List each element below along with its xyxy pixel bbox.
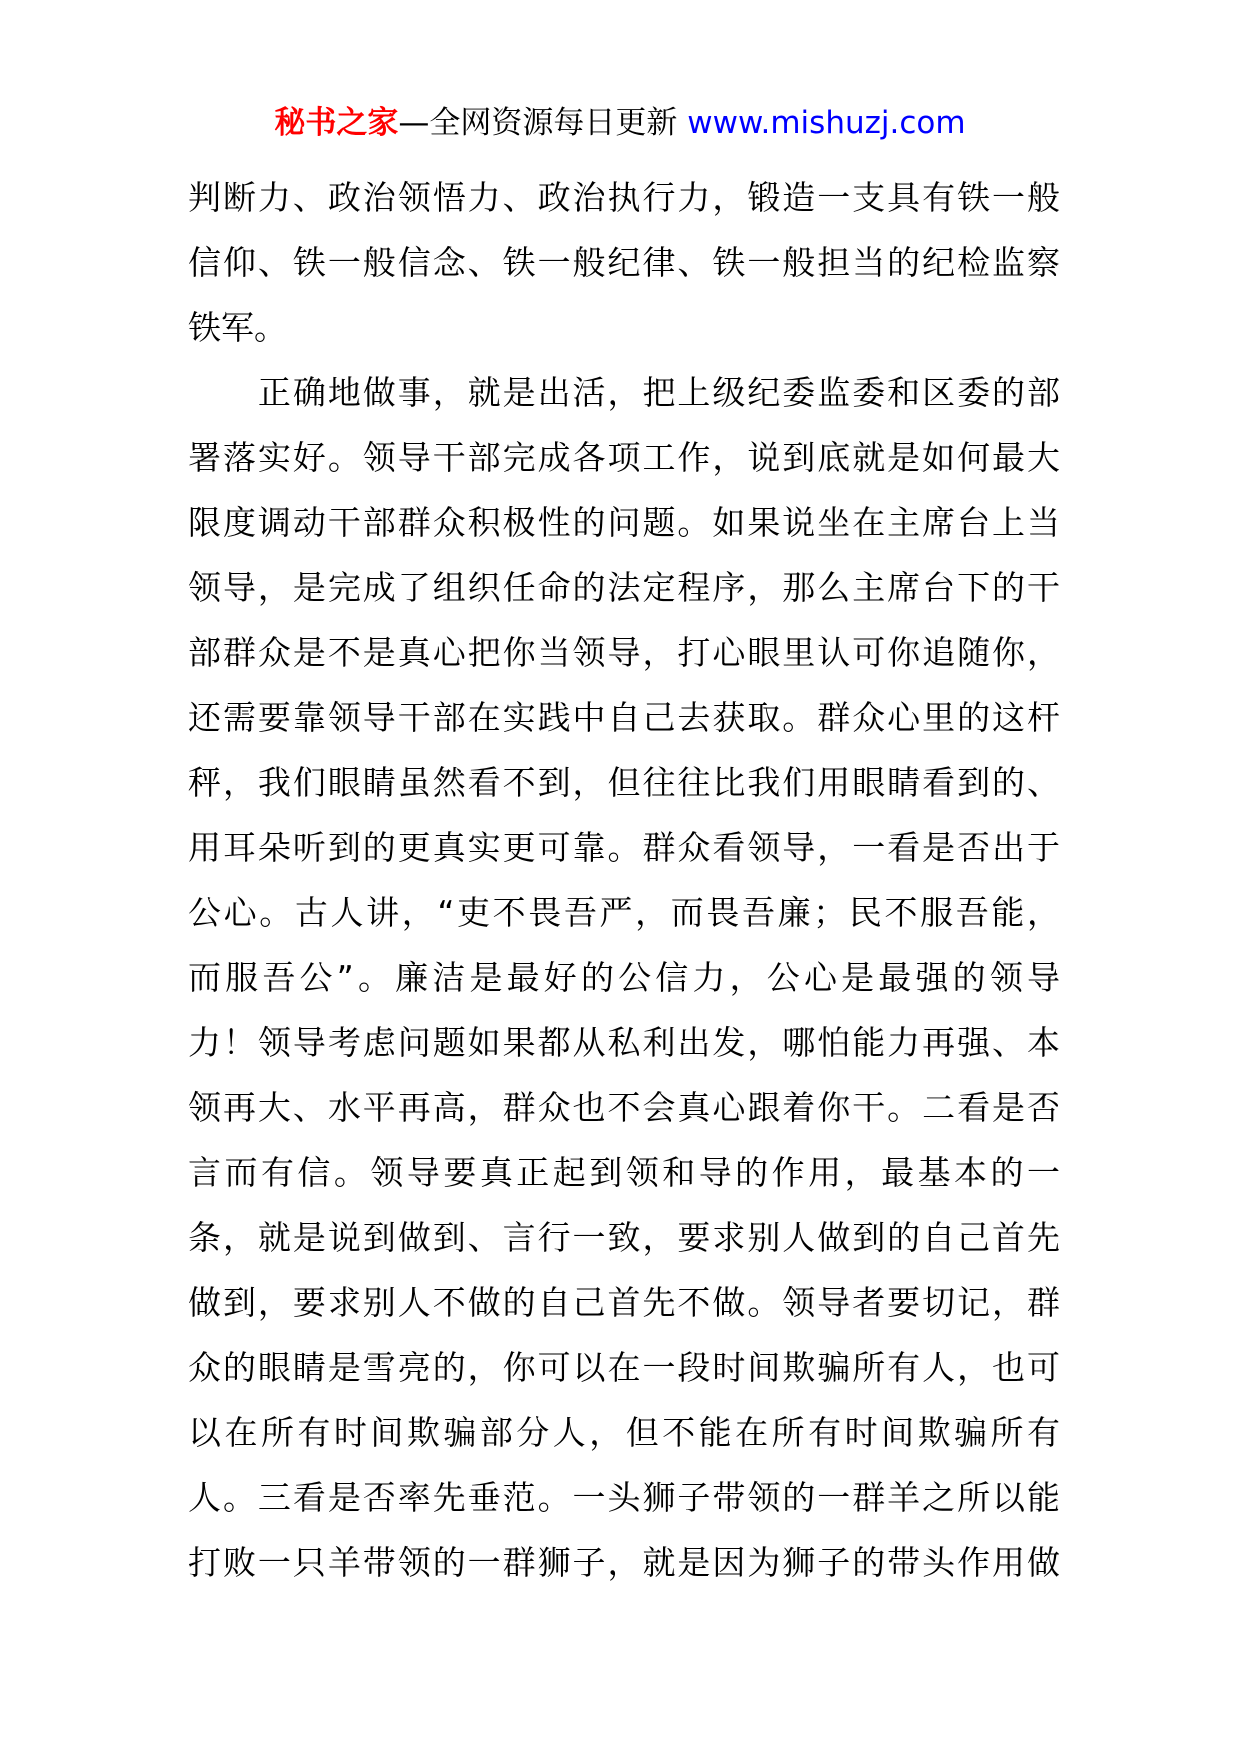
text-line: 用耳朵听到的更真实更可靠。群众看领导，一看是否出于 — [188, 828, 1060, 867]
text-line: 正确地做事，就是出活，把上级纪委监委和区委的部 — [188, 373, 1060, 412]
text-line: 而服吾公”。廉洁是最好的公信力，公心是最强的领导 — [188, 958, 1060, 997]
text-line: 言而有信。领导要真正起到领和导的作用，最基本的一 — [188, 1153, 1060, 1192]
text-line: 力！领导考虑问题如果都从私利出发，哪怕能力再强、本 — [188, 1023, 1060, 1062]
header-tagline: —全网资源每日更新 — [398, 105, 678, 141]
text-line: 以在所有时间欺骗部分人，但不能在所有时间欺骗所有 — [188, 1413, 1060, 1452]
text-line: 人。三看是否率先垂范。一头狮子带领的一群羊之所以能 — [188, 1478, 1060, 1517]
text-line: 领再大、水平再高，群众也不会真心跟着你干。二看是否 — [188, 1088, 1060, 1127]
text-line: 领导，是完成了组织任命的法定程序，那么主席台下的干 — [188, 568, 1060, 607]
text-line: 还需要靠领导干部在实践中自己去获取。群众心里的这杆 — [188, 698, 1060, 737]
text-line: 判断力、政治领悟力、政治执行力，锻造一支具有铁一般 — [188, 178, 1060, 217]
text-line: 秤，我们眼睛虽然看不到，但往往比我们用眼睛看到的、 — [188, 763, 1060, 802]
text-line: 公心。古人讲，“吏不畏吾严，而畏吾廉；民不服吾能， — [188, 893, 1060, 932]
text-line: 条，就是说到做到、言行一致，要求别人做到的自己首先 — [188, 1218, 1060, 1257]
text-line: 部群众是不是真心把你当领导，打心眼里认可你追随你， — [188, 633, 1060, 672]
text-line: 做到，要求别人不做的自己首先不做。领导者要切记，群 — [188, 1283, 1060, 1322]
page-header — [0, 101, 1240, 145]
text-line: 铁军。 — [188, 308, 287, 347]
site-url[interactable]: www.mishuzj.com — [687, 105, 966, 141]
text-line: 信仰、铁一般信念、铁一般纪律、铁一般担当的纪检监察 — [188, 243, 1060, 282]
text-line: 打败一只羊带领的一群狮子，就是因为狮子的带头作用做 — [188, 1543, 1060, 1582]
text-line: 众的眼睛是雪亮的，你可以在一段时间欺骗所有人，也可 — [188, 1348, 1060, 1387]
text-line: 署落实好。领导干部完成各项工作，说到底就是如何最大 — [188, 438, 1060, 477]
brand-name: 秘书之家 — [274, 105, 399, 141]
document-body — [188, 165, 1060, 1595]
text-line: 限度调动干部群众积极性的问题。如果说坐在主席台上当 — [188, 503, 1060, 542]
